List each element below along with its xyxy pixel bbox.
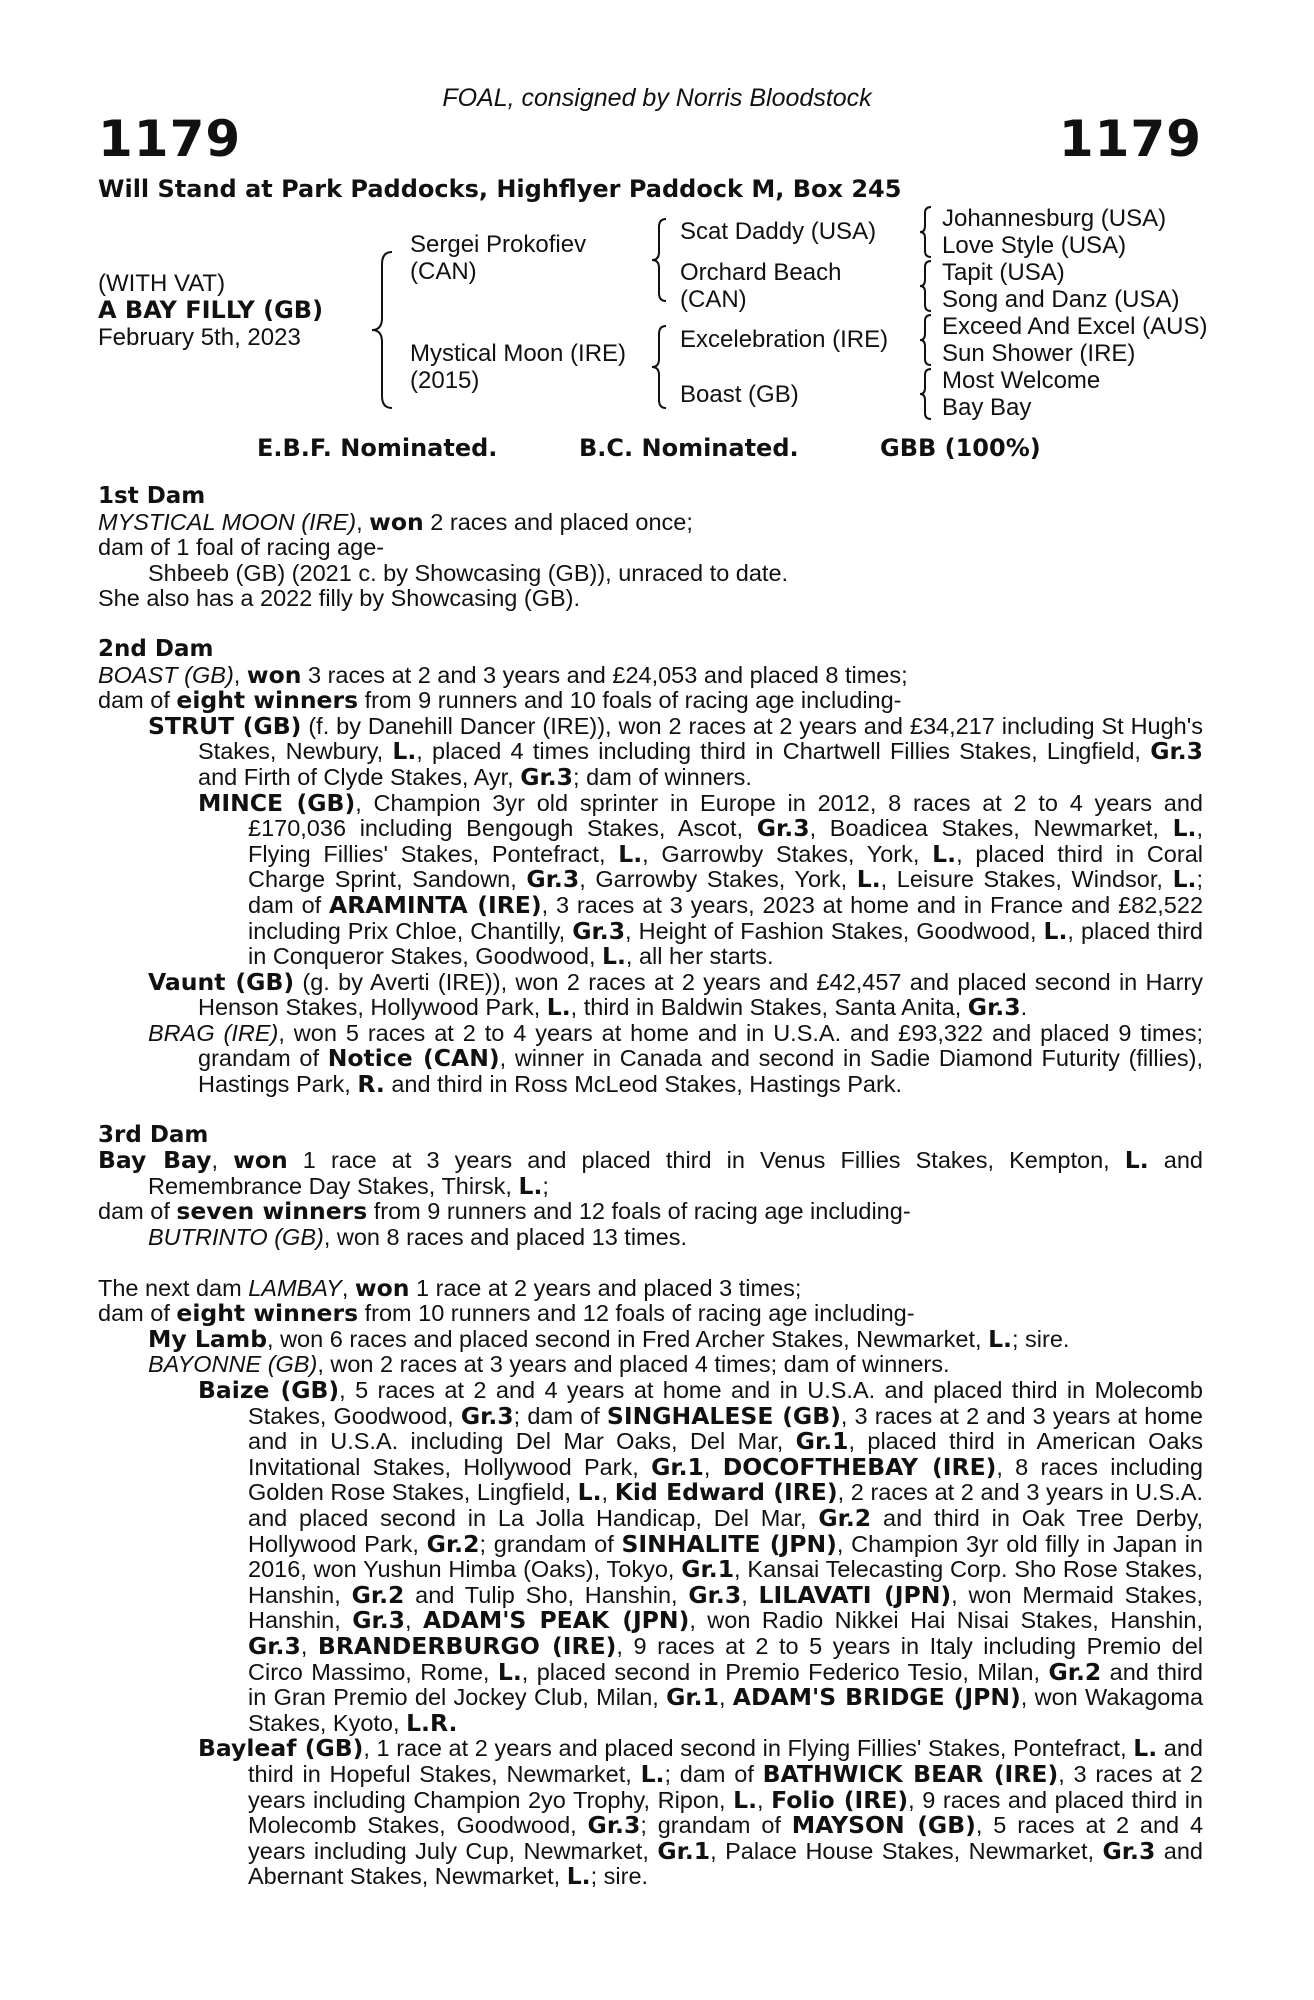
lot-number-left: 1179 — [98, 110, 242, 168]
dd-sire: Most Welcome — [942, 367, 1101, 394]
sire-dam-line1: Orchard Beach — [680, 259, 842, 286]
progeny-my-lamb: My Lamb, won 6 races and placed second in Fred Archer Stakes, Newmarket, L.; sire. — [148, 1324, 1070, 1353]
dam-sire: Excelebration (IRE) — [680, 326, 889, 353]
dd-dam: Bay Bay — [942, 394, 1032, 421]
vat-note: (WITH VAT) — [98, 270, 226, 297]
sire-sire: Scat Daddy (USA) — [680, 218, 877, 245]
dam-line2: (2015) — [410, 367, 480, 394]
horse-brace — [370, 250, 396, 410]
progeny-baize: Baize (GB), 5 races at 2 and 4 years at home and in U.S.A. and placed third in Molecomb Stakes, Goodwood, Gr.3; dam of SINGHALESE (GB), 3 races at 2 and 3 years at home and in U.S.A. including Del Mar Oaks, Del Mar, Gr.1, placed third in American Oaks Invitational Stakes, Hollywood Park, Gr.1, DOCOFTHEBAY (IRE), 8 races including Golden Rose Stakes, Lingfield, L., Kid Edward (IRE), 2 races at 2 and 3 years in U.S.A. and placed second in La Jolla Handicap, Del Mar, Gr.2 and third in Oak Tree Derby, Hollywood Park, Gr.2; grandam of SINHALITE (JPN), Champion 3yr old filly in Japan in 2016, won Yushun Himba (Oaks), Tokyo, Gr.1, Kansai Telecasting Corp. Sho Rose Stakes, Hanshin, Gr.2 and Tulip Sho, Hanshin, Gr.3, LILAVATI (JPN), won Mermaid Stakes, Hanshin, Gr.3, ADAM'S PEAK (JPN), won Radio Nikkei Hai Nisai Stakes, Hanshin, Gr.3, BRANDERBURGO (IRE), 9 races at 2 to 5 years in Italy including Premio del Circo Massimo, Rome, L., placed second in Premio Federico Tesio, Milan, Gr.2 and third in Gran Premio del Jockey Club, Milan, Gr.1, ADAM'S BRIDGE (JPN), won Wakagoma Stakes, Kyoto, L.R. — [198, 1376, 1204, 1737]
next-dam-produce: dam of eight winners from 10 runners and 12 foals of racing age including- — [98, 1299, 915, 1328]
ds-dam: Sun Shower (IRE) — [942, 340, 1136, 367]
ss-sire: Johannesburg (USA) — [942, 205, 1167, 232]
second-dam-heading: 2nd Dam — [98, 635, 214, 662]
sire-line1: Sergei Prokofiev — [410, 231, 587, 258]
sd-brace — [918, 259, 934, 313]
ebf-nomination: E.B.F. Nominated. — [257, 434, 498, 462]
progeny-butrinto: BUTRINTO (GB), won 8 races and placed 13 times. — [148, 1224, 687, 1251]
second-dam-record: BOAST (GB), won 3 races at 2 and 3 years and £24,053 and placed 8 times; — [98, 660, 908, 689]
foaling-date: February 5th, 2023 — [98, 324, 301, 351]
dam-line1: Mystical Moon (IRE) — [410, 340, 627, 367]
stand-location: Will Stand at Park Paddocks, Highflyer Paddock M, Box 245 — [98, 175, 902, 203]
progeny-mince: MINCE (GB), Champion 3yr old sprinter in Europe in 2012, 8 races at 2 to 4 years and £170,036 including Bengough Stakes, Ascot, Gr.3, Boadicea Stakes, Newmarket, L., Flying Fillies' Stakes, Pontefract, L., Garrowby Stakes, York, L., placed third in Coral Charge Sprint, Sandown, Gr.3, Garrowby Stakes, York, L., Leisure Stakes, Windsor, L.; dam of ARAMINTA (IRE), 3 races at 3 years, 2023 at home and in France and £82,522 including Prix Chloe, Chantilly, Gr.3, Height of Fashion Stakes, Goodwood, L., placed third in Conqueror Stakes, Goodwood, L., all her starts. — [198, 788, 1204, 971]
first-dam-name: MYSTICAL MOON (IRE) — [98, 508, 357, 535]
progeny-strut: STRUT (GB) (f. by Danehill Dancer (IRE)), won 2 races at 2 years and £34,217 including St Hugh's Stakes, Newbury, L., placed 4 times including third in Chartwell Fillies Stakes, Lingfield, Gr.3 and Firth of Clyde Stakes, Ayr, Gr.3; dam of winners. — [148, 711, 1203, 791]
dd-brace — [918, 367, 934, 421]
consignor-line: FOAL, consigned by Norris Bloodstock — [442, 84, 872, 112]
progeny-bayleaf: Bayleaf (GB), 1 race at 2 years and placed second in Flying Fillies' Stakes, Pontefract, L. and third in Hopeful Stakes, Newmarket, L.; dam of BATHWICK BEAR (IRE), 3 races at 2 years including Champion 2yo Trophy, Ripon, L., Folio (IRE), 9 races and placed third in Molecomb Stakes, Goodwood, Gr.3; grandam of MAYSON (GB), 5 races at 2 and 4 years including July Cup, Newmarket, Gr.1, Palace House Stakes, Newmarket, Gr.3 and Abernant Stakes, Newmarket, L.; sire. — [198, 1734, 1204, 1891]
dam-dam: Boast (GB) — [680, 381, 799, 408]
bc-nomination: B.C. Nominated. — [579, 434, 799, 462]
first-dam-also: She also has a 2022 filly by Showcasing (GB). — [98, 585, 581, 612]
gbb-rating: GBB (100%) — [880, 434, 1041, 462]
third-dam-record: Bay Bay, won 1 race at 3 years and placed third in Venus Fillies Stakes, Kempton, L. and Remembrance Day Stakes, Thirsk, L.; — [98, 1146, 1203, 1200]
progeny-vaunt: Vaunt (GB) (g. by Averti (IRE)), won 2 races at 2 years and £42,457 and placed second in Harry Henson Stakes, Hollywood Park, L., third in Baldwin Stakes, Santa Anita, Gr.3. — [148, 967, 1203, 1022]
ds-brace — [918, 313, 934, 367]
sd-sire: Tapit (USA) — [942, 259, 1065, 286]
first-dam-heading: 1st Dam — [98, 483, 206, 509]
third-dam-heading: 3rd Dam — [98, 1121, 209, 1148]
ss-brace — [918, 205, 934, 259]
second-dam-produce: dam of eight winners from 9 runners and 10 foals of racing age including- — [98, 686, 902, 715]
sire-line2: (CAN) — [410, 258, 477, 285]
progeny-brag: BRAG (IRE), won 5 races at 2 to 4 years at home and in U.S.A. and £93,322 and placed 9 times; grandam of Notice (CAN), winner in Canada and second in Sadie Diamond Futurity (fillies), Hastings Park, R. and third in Ross McLeod Stakes, Hastings Park. — [148, 1019, 1203, 1099]
dam-brace — [650, 324, 670, 410]
horse-name: A BAY FILLY (GB) — [98, 296, 324, 324]
next-dam-record: The next dam LAMBAY, won 1 race at 2 years and placed 3 times; — [98, 1273, 802, 1302]
lot-number-right: 1179 — [1058, 110, 1202, 168]
sire-dam-line2: (CAN) — [680, 286, 747, 313]
sire-brace — [650, 217, 670, 303]
first-dam-foals: dam of 1 foal of racing age- — [98, 534, 385, 561]
third-dam-produce: dam of seven winners from 9 runners and 12 foals of racing age including- — [98, 1197, 911, 1226]
sd-dam: Song and Danz (USA) — [942, 286, 1180, 313]
first-dam-record: MYSTICAL MOON (IRE), won 2 races and placed once; — [98, 507, 693, 536]
progeny-bayonne: BAYONNE (GB), won 2 races at 3 years and placed 4 times; dam of winners. — [148, 1351, 950, 1378]
first-dam-progeny: Shbeeb (GB) (2021 c. by Showcasing (GB)), unraced to date. — [148, 559, 789, 586]
ss-dam: Love Style (USA) — [942, 232, 1127, 259]
ds-sire: Exceed And Excel (AUS) — [942, 313, 1208, 340]
dam-details — [98, 484, 1203, 1890]
